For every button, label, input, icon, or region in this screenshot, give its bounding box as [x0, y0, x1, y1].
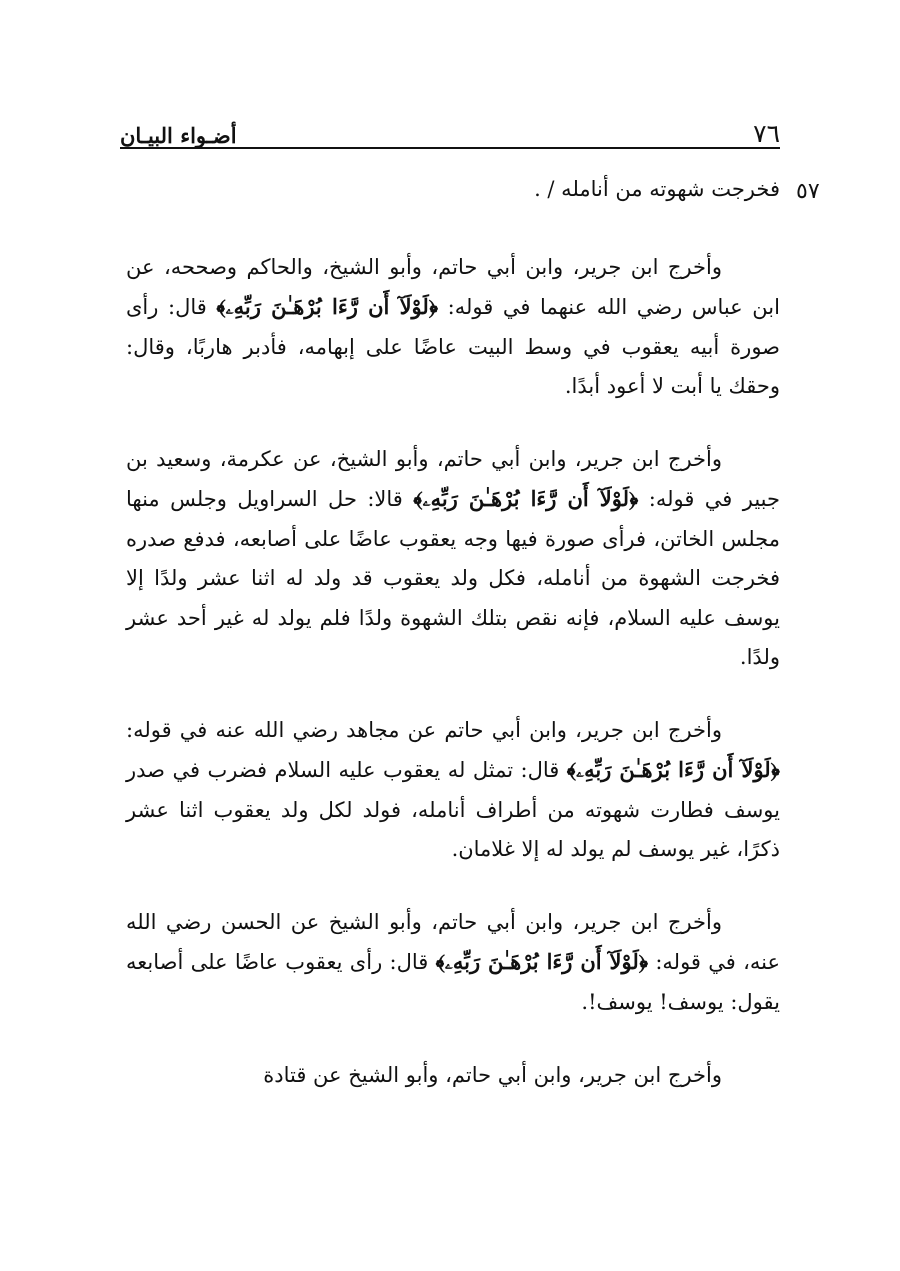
paragraph-3-text-after: قال: تمثل له يعقوب عليه السلام فضرب في صدر يوسف فطارت شهوته من أطراف أنامله، فولد لكل ولد يعقوب اثنا عشر ذكرًا، غير يوسف لم يولد له إلا غلامان. [126, 758, 780, 861]
book-title: أضـواء البيـان [120, 123, 237, 148]
paragraph-2 [126, 440, 780, 678]
paragraph-3-text-before: وأخرج ابن جرير، وابن أبي حاتم عن مجاهد رضي الله عنه في قوله: [126, 717, 722, 742]
paragraph-4-text-after: قال: رأى يعقوب عاضًا على أصابعه يقول: يوسف! يوسف!. [126, 950, 780, 1014]
margin-page-marker: ٥٧ [796, 179, 820, 204]
paragraph-5-text-before: وأخرج ابن جرير، وابن أبي حاتم، وأبو الشيخ عن قتادة [263, 1063, 722, 1087]
paragraph-4 [126, 903, 780, 1023]
header-divider [120, 147, 780, 149]
paragraph-4-text-before: وأخرج ابن جرير، وابن أبي حاتم، وأبو الشيخ عن الحسن رضي الله عنه، في قوله: [126, 909, 780, 974]
paragraph-1-quran-verse: ﴿لَوْلَآ أَن رَّءَا بُرْهَـٰنَ رَبِّهِۦ﴾ [216, 294, 439, 319]
continuation-line: فخرجت شهوته من أنامله / . [534, 177, 780, 201]
page-header [120, 106, 780, 146]
paragraph-3 [126, 711, 780, 870]
body-text [126, 170, 780, 1096]
paragraph-1-text-before: وأخرج ابن جرير، وابن أبي حاتم، وأبو الشيخ، والحاكم وصححه، عن ابن عباس رضي الله عنهما في قوله: [126, 254, 780, 319]
paragraph-2-text-after: قالا: حل السراويل وجلس منها مجلس الخاتن، فرأى صورة فيها وجه يعقوب عاضًا على أصابعه، فدفع صدره فخرجت الشهوة من أنامله، فكل ولد يعقوب قد ولد له اثنا عشر ولدًا إلا يوسف عليه السلام، فإنه نقص بتلك الشهوة ولدًا فلم يولد له غير أحد عشر ولدًا. [126, 487, 780, 669]
paragraph-4-quran-verse: ﴿لَوْلَآ أَن رَّءَا بُرْهَـٰنَ رَبِّهِۦ﴾ [435, 949, 649, 974]
paragraph-5 [126, 1055, 780, 1096]
page-number: ٧٦ [753, 119, 780, 148]
paragraph-1 [126, 248, 780, 407]
paragraph-2-text-before: وأخرج ابن جرير، وابن أبي حاتم، وأبو الشيخ، عن عكرمة، وسعيد بن جبير في قوله: [126, 446, 780, 511]
paragraph-1-text-after: قال: رأى صورة أبيه يعقوب في وسط البيت عاضًا على إبهامه، فأدبر هاربًا، وقال: وحقك يا أبت لا أعود أبدًا. [126, 295, 780, 398]
paragraph-3-quran-verse: ﴿لَوْلَآ أَن رَّءَا بُرْهَـٰنَ رَبِّهِۦ﴾ [566, 757, 780, 782]
paragraph-2-quran-verse: ﴿لَوْلَآ أَن رَّءَا بُرْهَـٰنَ رَبِّهِۦ﴾ [413, 486, 639, 511]
